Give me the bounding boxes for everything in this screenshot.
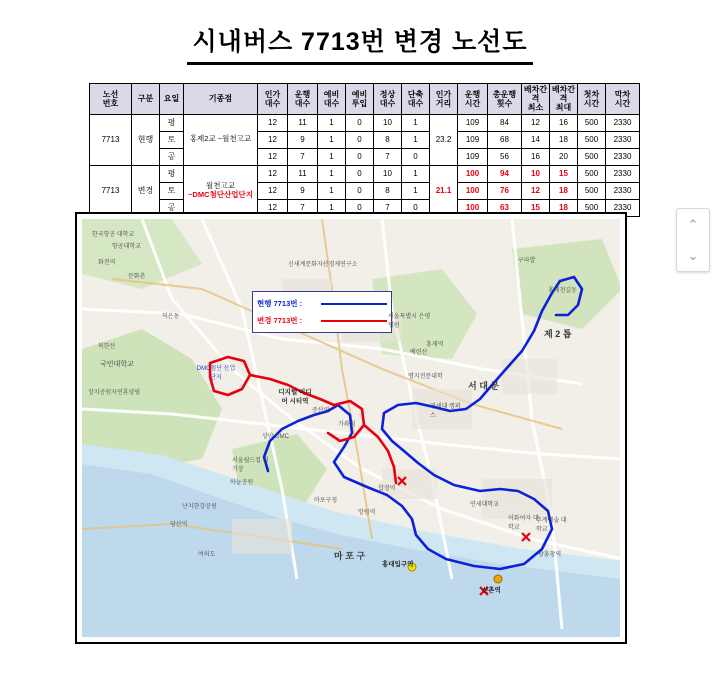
cell-normal: 10 xyxy=(374,114,402,131)
th-type: 구분 xyxy=(132,84,160,115)
map-label: 합정역 xyxy=(378,486,396,492)
cell-interval-max: 18 xyxy=(550,182,578,199)
cell-spare: 1 xyxy=(318,182,346,199)
th-op-time: 운행 시간 xyxy=(458,84,488,115)
cell-licensed: 12 xyxy=(258,148,288,165)
map-label: 연세대학교 xyxy=(470,502,499,508)
th-licensed: 인가 대수 xyxy=(258,84,288,115)
cell-operating: 11 xyxy=(288,165,318,182)
cell-total-runs: 56 xyxy=(488,148,522,165)
cell-first: 500 xyxy=(578,165,606,182)
th-terminal: 기종점 xyxy=(184,84,258,115)
map-label: 마 포 구 xyxy=(334,551,366,561)
cell-first: 500 xyxy=(578,182,606,199)
cell-day: 토 xyxy=(160,182,184,199)
map-label: 난지한강공원 xyxy=(182,504,217,510)
th-operating: 운행 대수 xyxy=(288,84,318,115)
cell-day: 공 xyxy=(160,148,184,165)
cell-op-time: 109 xyxy=(458,114,488,131)
th-route-no: 노선 번호 xyxy=(90,84,132,115)
cell-interval-min: 15 xyxy=(522,199,550,216)
cell-short: 0 xyxy=(402,199,430,216)
map-label: 추계예술 대학교 xyxy=(536,518,567,533)
map-label: 서울특별시 은평병원 xyxy=(388,314,431,329)
cell-distance: 21.1 xyxy=(430,165,458,216)
cell-spare: 1 xyxy=(318,114,346,131)
th-normal: 정상 대수 xyxy=(374,84,402,115)
cell-first: 500 xyxy=(578,114,606,131)
cell-operating: 9 xyxy=(288,182,318,199)
cell-operating: 9 xyxy=(288,131,318,148)
cell-interval-min: 14 xyxy=(522,131,550,148)
cell-short: 1 xyxy=(402,165,430,182)
cell-licensed: 12 xyxy=(258,182,288,199)
cell-op-time: 109 xyxy=(458,131,488,148)
map-legend xyxy=(252,291,392,333)
legend-label-changed: 변경 7713번 : xyxy=(257,316,303,325)
cell-total-runs: 68 xyxy=(488,131,522,148)
cell-interval-max: 18 xyxy=(550,199,578,216)
map-label: DMC첨단 산업단지 xyxy=(196,366,236,381)
map-base-graphic xyxy=(82,219,620,637)
map-label: 신세계문화자산경제연구소 xyxy=(288,262,358,268)
cell-type: 변경 xyxy=(132,165,160,216)
map-canvas[interactable] xyxy=(82,219,620,637)
table-header-row xyxy=(90,84,640,115)
map-label: 가좌역 xyxy=(338,422,356,428)
legend-label-current: 현행 7713번 : xyxy=(257,299,303,308)
map-label: 홍대입구역 xyxy=(382,561,414,568)
legend-line-current xyxy=(321,303,387,305)
scroll-controls[interactable] xyxy=(676,208,710,272)
scroll-up-icon[interactable]: ⌃ xyxy=(687,217,699,232)
cell-spare-in: 0 xyxy=(346,182,374,199)
map-label: 광흥창역 xyxy=(538,552,562,558)
route-table xyxy=(89,83,640,217)
cell-first: 500 xyxy=(578,148,606,165)
cell-spare: 1 xyxy=(318,131,346,148)
page-title: 시내버스 7713번 변경 노선도 xyxy=(187,22,534,65)
map-label: 연세대 캠퍼스 xyxy=(430,404,461,419)
cell-interval-max: 15 xyxy=(550,165,578,182)
table-row xyxy=(90,165,640,182)
cell-terminal-start: 월천고교 xyxy=(206,180,235,190)
cell-day: 공 xyxy=(160,199,184,216)
th-total-runs: 총운행 횟수 xyxy=(488,84,522,115)
th-last: 막차 시간 xyxy=(606,84,640,115)
table-row xyxy=(90,114,640,131)
cell-interval-max: 16 xyxy=(550,114,578,131)
map-label: 홍제역 xyxy=(426,342,444,348)
table-row xyxy=(90,148,640,165)
map-label: 제 2 톱 xyxy=(544,329,572,339)
cell-type: 현행 xyxy=(132,114,160,165)
cell-normal: 7 xyxy=(374,199,402,216)
map-label: 당산역 xyxy=(170,522,188,528)
th-interval-min: 배차간격 최소 xyxy=(522,84,550,115)
station-marker xyxy=(494,575,502,583)
scroll-down-icon[interactable]: ⌄ xyxy=(687,248,699,263)
cell-last: 2330 xyxy=(606,199,640,216)
cell-last: 2330 xyxy=(606,165,640,182)
cell-normal: 8 xyxy=(374,131,402,148)
cell-short: 1 xyxy=(402,114,430,131)
cell-terminal xyxy=(184,165,258,216)
th-spare-in: 예비 투입 xyxy=(346,84,374,115)
cell-terminal-end: ~DMC첨단산업단지 xyxy=(188,189,253,199)
legend-line-changed xyxy=(321,320,387,322)
th-distance: 인가 거리 xyxy=(430,84,458,115)
cell-normal: 10 xyxy=(374,165,402,182)
cell-interval-max: 20 xyxy=(550,148,578,165)
cell-route-no: 7713 xyxy=(90,114,132,165)
cell-normal: 7 xyxy=(374,148,402,165)
map-label: 서 대 문 xyxy=(468,381,500,391)
map-label: 상암 DMC xyxy=(262,434,289,440)
cell-spare: 1 xyxy=(318,165,346,182)
map-label: 북한산 xyxy=(98,344,116,350)
cell-op-time: 100 xyxy=(458,165,488,182)
cell-spare-in: 0 xyxy=(346,131,374,148)
cell-licensed: 12 xyxy=(258,131,288,148)
map-label: 증산역 xyxy=(312,408,330,414)
map-label: 이화여자 대학교 xyxy=(508,516,539,531)
map-label: 마포구청 xyxy=(314,498,338,504)
cell-spare-in: 0 xyxy=(346,148,374,165)
table-row xyxy=(90,131,640,148)
cell-spare: 1 xyxy=(318,199,346,216)
cell-total-runs: 94 xyxy=(488,165,522,182)
cell-first: 500 xyxy=(578,199,606,216)
cell-spare-in: 0 xyxy=(346,199,374,216)
cell-operating: 7 xyxy=(288,148,318,165)
cell-terminal xyxy=(184,114,258,165)
map-label: 서울월드컵 경기장 xyxy=(232,458,269,473)
map-label: 망원역 xyxy=(358,510,376,516)
cell-total-runs: 63 xyxy=(488,199,522,216)
map-label: 홍제천길동 xyxy=(548,288,577,294)
cell-short: 1 xyxy=(402,182,430,199)
map-label: 명지전문대학 xyxy=(408,374,443,380)
table-body xyxy=(90,114,640,216)
cell-operating: 11 xyxy=(288,114,318,131)
route-map-panel xyxy=(75,212,627,644)
cell-last: 2330 xyxy=(606,182,640,199)
cell-interval-min: 12 xyxy=(522,114,550,131)
cell-op-time: 109 xyxy=(458,148,488,165)
th-spare: 예비 대수 xyxy=(318,84,346,115)
legend-row-changed xyxy=(257,312,387,329)
cell-total-runs: 76 xyxy=(488,182,522,199)
cell-distance: 23.2 xyxy=(430,114,458,165)
th-interval-max: 배차간격 최대 xyxy=(550,84,578,115)
cell-day: 평 xyxy=(160,114,184,131)
cell-spare-in: 0 xyxy=(346,114,374,131)
cell-op-time: 100 xyxy=(458,182,488,199)
cell-interval-max: 18 xyxy=(550,131,578,148)
cell-spare-in: 0 xyxy=(346,165,374,182)
cell-route-no: 7713 xyxy=(90,165,132,216)
cell-terminal-text: 홍제2교 ~월천고교 xyxy=(189,134,252,144)
cell-operating: 7 xyxy=(288,199,318,216)
map-label: 하늘공원 xyxy=(230,480,254,486)
cell-last: 2330 xyxy=(606,114,640,131)
cell-last: 2330 xyxy=(606,131,640,148)
cell-licensed: 12 xyxy=(258,114,288,131)
cell-total-runs: 84 xyxy=(488,114,522,131)
map-label: 구파발 xyxy=(518,258,536,264)
cell-short: 0 xyxy=(402,148,430,165)
cell-licensed: 12 xyxy=(258,165,288,182)
title-container xyxy=(0,0,720,65)
map-label: 화전역 xyxy=(98,260,116,266)
map-label: 장지공원자연휴양림 xyxy=(88,390,141,396)
legend-row-current xyxy=(257,295,387,312)
route-table-container xyxy=(89,83,631,217)
map-label: 여의도 xyxy=(198,552,216,558)
cell-short: 1 xyxy=(402,131,430,148)
map-label: 문화촌 xyxy=(128,274,146,280)
cell-normal: 8 xyxy=(374,182,402,199)
cell-last: 2330 xyxy=(606,148,640,165)
cell-spare: 1 xyxy=(318,148,346,165)
cell-op-time: 100 xyxy=(458,199,488,216)
th-day: 요일 xyxy=(160,84,184,115)
map-label: 한국항공 대학교 xyxy=(92,232,135,238)
cell-day: 평 xyxy=(160,165,184,182)
map-label: 국민대학교 xyxy=(100,361,134,368)
cell-interval-min: 12 xyxy=(522,182,550,199)
cell-interval-min: 16 xyxy=(522,148,550,165)
map-label: 디지털 미디어 시티역 xyxy=(278,389,312,405)
map-label: 백련산 xyxy=(410,350,428,356)
map-label: 덕은동 xyxy=(162,314,180,320)
map-label: 신촌역 xyxy=(482,587,501,594)
table-row xyxy=(90,182,640,199)
th-short: 단축 대수 xyxy=(402,84,430,115)
cell-interval-min: 10 xyxy=(522,165,550,182)
th-first: 첫차 시간 xyxy=(578,84,606,115)
cell-first: 500 xyxy=(578,131,606,148)
map-label: 항공대학교 xyxy=(112,244,141,250)
cell-licensed: 12 xyxy=(258,199,288,216)
cell-day: 토 xyxy=(160,131,184,148)
